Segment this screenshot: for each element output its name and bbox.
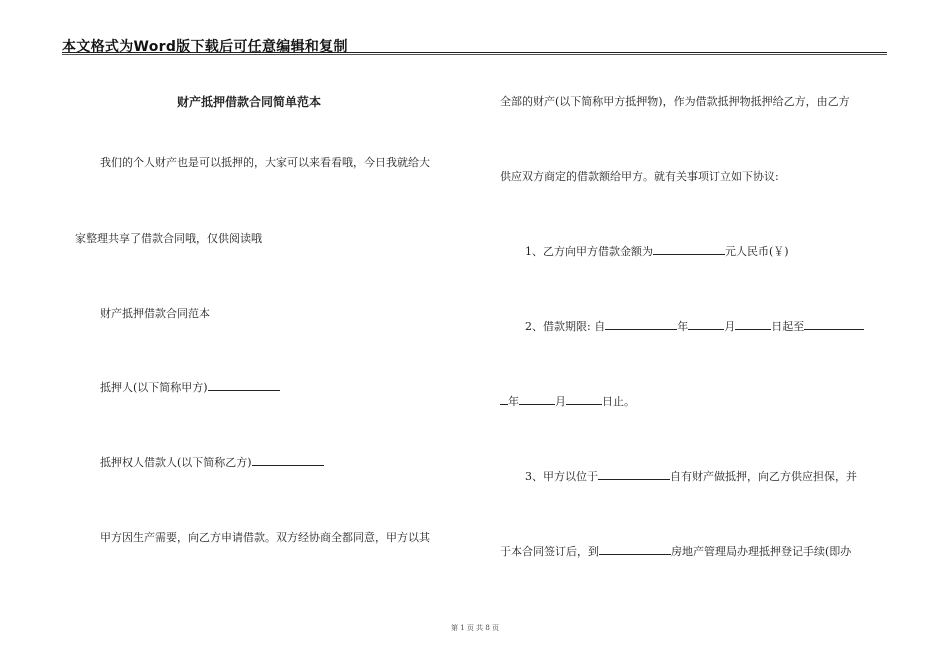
document-header: 本文格式为Word版下载后可任意编辑和复制	[62, 39, 348, 55]
day-from-label: 日起至	[771, 320, 805, 333]
header-divider-secondary	[62, 54, 887, 55]
end-month-blank	[519, 393, 555, 405]
paragraph-intro-line1: 我们的个人财产也是可以抵押的，大家可以来看看哦，今日我就给大	[100, 156, 430, 169]
mortgagor-line	[100, 379, 280, 395]
end-day-blank	[566, 393, 602, 405]
document-title: 财产抵押借款合同简单范本	[177, 95, 322, 109]
location-blank	[598, 468, 670, 480]
end-day-label: 日止。	[602, 395, 635, 408]
mortgagee-label: 抵押权人借款人(以下简称乙方)	[100, 456, 252, 469]
clause-1-amount	[525, 243, 789, 259]
bureau-blank	[599, 543, 671, 555]
registration-text-cont: 房地产管理局办理抵押登记手续(即办	[671, 545, 852, 558]
amount-blank	[653, 243, 725, 255]
paragraph-purpose: 甲方因生产需要，向乙方申请借款。双方经协商全都同意，甲方以其	[100, 531, 430, 544]
mortgagee-line	[100, 454, 324, 470]
end-year-blank-cont	[500, 393, 508, 405]
month-label: 月	[724, 320, 736, 333]
end-year-blank	[804, 318, 864, 330]
start-day-blank	[735, 318, 771, 330]
start-month-blank	[688, 318, 724, 330]
clause-1-currency: 元人民币(￥)	[725, 245, 789, 258]
end-year-label: 年	[508, 395, 519, 408]
clause-3-collateral	[525, 468, 857, 484]
paragraph-intro-line2: 家整理共享了借款合同哦，仅供阅读哦	[75, 232, 262, 245]
page-number: 第 1 页 共 8 页	[450, 624, 500, 632]
clause-3-registration	[500, 543, 851, 559]
end-month-label: 月	[555, 395, 566, 408]
section-heading: 财产抵押借款合同范本	[100, 307, 210, 320]
start-year-blank	[605, 318, 677, 330]
clause-2-text: 2、借款期限: 自	[525, 320, 606, 333]
clause-3-text: 3、甲方以位于	[525, 470, 598, 483]
clause-3-text-cont: 自有财产做抵押，向乙方供应担保，并	[670, 470, 857, 483]
header-divider	[62, 52, 887, 53]
mortgagor-label: 抵押人(以下简称甲方)	[100, 381, 208, 394]
clause-2-term-cont	[500, 393, 635, 409]
clause-1-text: 1、乙方向甲方借款金额为	[525, 245, 653, 258]
right-paragraph-line2: 供应双方商定的借款额给甲方。就有关事项订立如下协议:	[500, 170, 779, 183]
year-label: 年	[677, 320, 689, 333]
clause-2-term	[525, 318, 864, 334]
mortgagee-blank	[252, 454, 324, 466]
right-paragraph-line1: 全部的财产(以下简称甲方抵押物)，作为借款抵押物抵押给乙方，由乙方	[500, 95, 850, 108]
registration-text: 于本合同签订后，到	[500, 545, 599, 558]
mortgagor-blank	[208, 379, 280, 391]
